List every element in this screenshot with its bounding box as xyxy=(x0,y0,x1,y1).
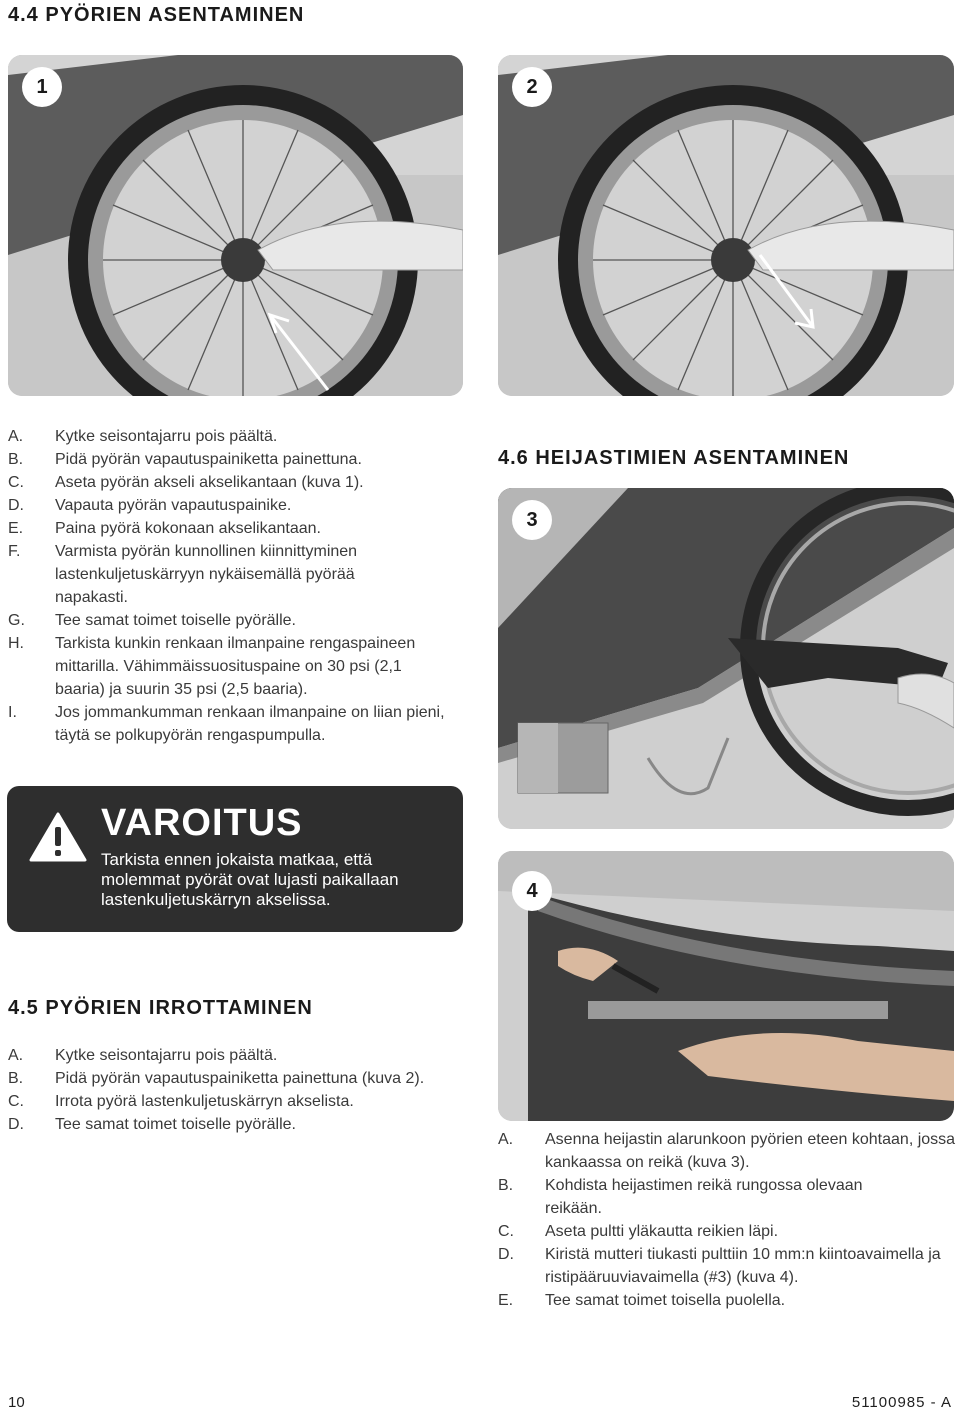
reflector-mount-image xyxy=(498,488,954,829)
section-heading-4-6: 4.6 HEIJASTIMIEN ASENTAMINEN xyxy=(498,447,850,469)
list-item: I. Jos jommankumman renkaan ilmanpaine on liian pieni, täytä se polkupyörän rengaspumpulla. xyxy=(8,704,445,744)
list-item: A. Kytke seisontajarru pois päältä. xyxy=(8,1047,278,1064)
figure-4-photo xyxy=(498,851,954,1121)
list-item: B. Kohdista heijastimen reikä rungossa olevaan reikään. xyxy=(498,1177,863,1217)
figure-1-badge: 1 xyxy=(22,67,62,107)
figure-3-photo xyxy=(498,488,954,829)
document-code: 51100985 - A xyxy=(851,1394,952,1411)
list-item: A. Kytke seisontajarru pois päältä. xyxy=(8,428,278,445)
list-item: G. Tee samat toimet toiselle pyörälle. xyxy=(8,612,296,629)
list-item: C. Aseta pyörän akseli akselikantaan (kuva 1). xyxy=(8,474,364,491)
warning-icon xyxy=(29,812,87,862)
warning-title: VAROITUS xyxy=(101,802,303,844)
list-item: C. Irrota pyörä lastenkuljetuskärryn akselista. xyxy=(8,1093,354,1110)
section-heading-4-4: 4.4 PYÖRIEN ASENTAMINEN xyxy=(8,4,305,26)
figure-4-badge: 4 xyxy=(512,871,552,911)
list-item: D. Kiristä mutteri tiukasti pulttiin 10 mm:n kiintoavaimella ja ristipääruuviavaimella (#3) (kuva 4). xyxy=(498,1246,941,1286)
remove-steps-list xyxy=(8,1044,478,1136)
figure-2-badge: 2 xyxy=(512,67,552,107)
install-steps-list xyxy=(8,425,463,747)
list-item: D. Tee samat toimet toiselle pyörälle. xyxy=(8,1116,296,1133)
reflector-steps-list xyxy=(498,1128,958,1312)
list-item: E. Paina pyörä kokonaan akselikantaan. xyxy=(8,520,321,537)
list-item: B. Pidä pyörän vapautuspainiketta painettuna. xyxy=(8,451,362,468)
list-item: E. Tee samat toimet toisella puolella. xyxy=(498,1292,786,1309)
figure-1-photo xyxy=(8,55,463,396)
figure-3-badge: 3 xyxy=(512,500,552,540)
figure-2-photo xyxy=(498,55,954,396)
wheel-remove-image xyxy=(498,55,954,396)
section-heading-4-5: 4.5 PYÖRIEN IRROTTAMINEN xyxy=(8,997,313,1019)
warning-box xyxy=(7,786,463,932)
wheel-install-image xyxy=(8,55,463,396)
list-item: H. Tarkista kunkin renkaan ilmanpaine rengaspaineen mittarilla. Vähimmäissuosituspaine on 30 psi (2,1 baaria) ja suurin 35 psi (2,5 baaria). xyxy=(8,635,416,698)
page-number: 10 xyxy=(8,1394,25,1411)
list-item: A. Asenna heijastin alarunkoon pyörien eteen kohtaan, jossa kankaassa on reikä (kuva 3). xyxy=(498,1131,956,1171)
list-item: C. Aseta pultti yläkautta reikien läpi. xyxy=(498,1223,779,1240)
list-item: D. Vapauta pyörän vapautuspainike. xyxy=(8,497,292,514)
warning-text: Tarkista ennen jokaista matkaa, että molemmat pyörät ovat lujasti paikallaan lastenkuljetuskärryn akselissa. xyxy=(101,850,399,909)
reflector-tighten-image xyxy=(498,851,954,1121)
list-item: F. Varmista pyörän kunnollinen kiinnittyminen lastenkuljetuskärryyn nykäisemällä pyörää napakasti. xyxy=(8,543,358,606)
list-item: B. Pidä pyörän vapautuspainiketta painettuna (kuva 2). xyxy=(8,1070,425,1087)
